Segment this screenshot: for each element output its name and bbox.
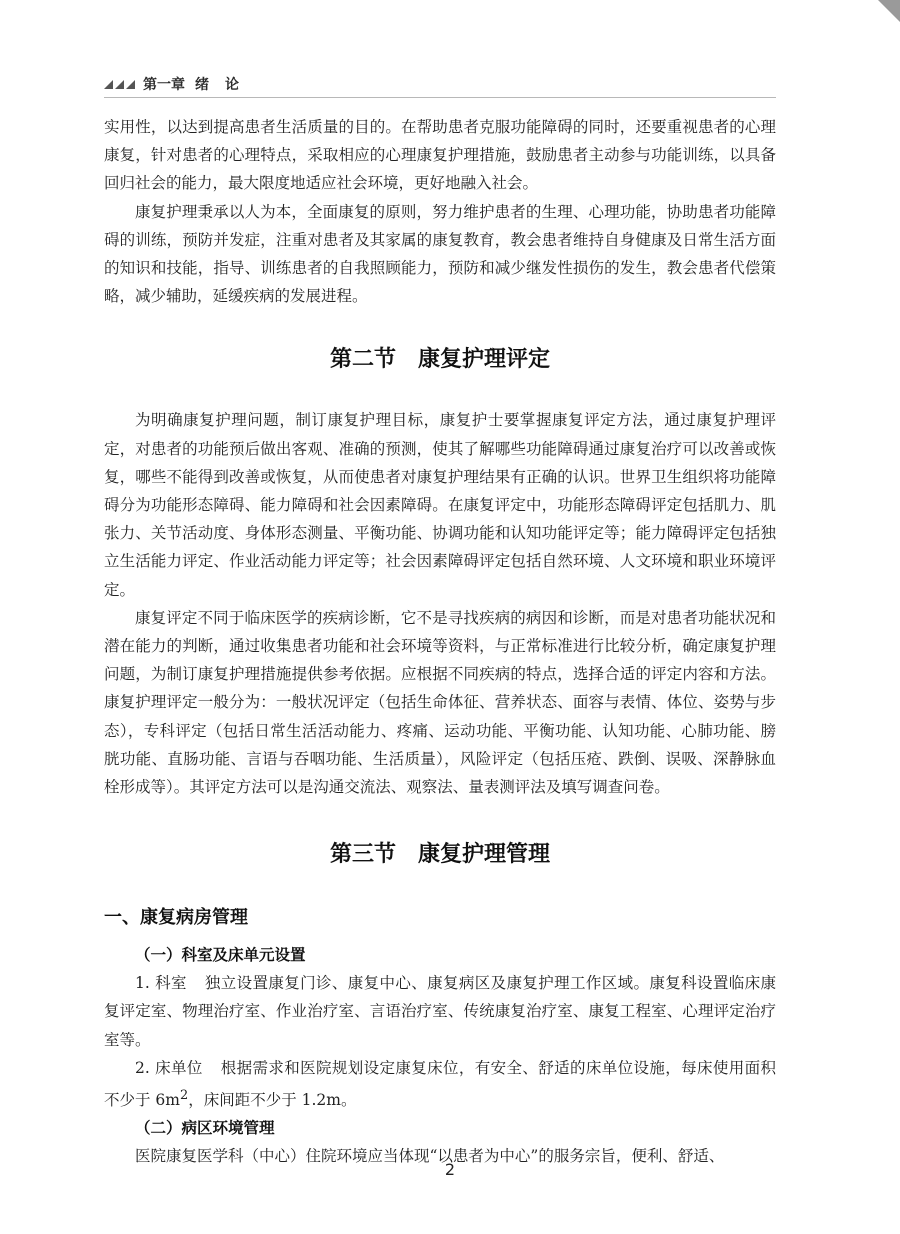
running-header [104,74,255,94]
page-corner-mark [878,0,900,22]
item-term: 2. 床单位 [135,1058,203,1077]
header-chapter-title: 绪论 [195,77,255,93]
triangle-bullets-icon [104,80,137,89]
section-heading-3 [104,837,776,868]
section-heading-2 [104,342,776,373]
paragraph: 康复评定不同于临床医学的疾病诊断，它不是寻找疾病的病因和诊断，而是对患者功能状况和潜在能力的判断，通过收集患者功能和社会环境等资料，与正常标准进行比较分析，确定康复护理问题，为制订康复护理措施提供参考依据。应根据不同疾病的特点，选择合适的评定内容和方法。康复护理评定一般分为：一般状况评定（包括生命体征、营养状态、面容与表情、体位、姿势与步态），专科评定（包括日常生活活动能力、疼痛、运动功能、平衡功能、认知功能、心肺功能、膀胱功能、直肠功能、言语与吞咽功能、生活质量），风险评定（包括压疮、跌倒、误吸、深静脉血栓形成等）。其评定方法可以是沟通交流法、观察法、量表测评法及填写调查问卷。 [104,608,776,797]
header-chapter: 第一章 [143,77,185,93]
section-title: 康复护理评定 [418,347,551,373]
section-title: 康复护理管理 [418,842,551,868]
sub-subsection-heading: （一）科室及床单元设置 [135,946,306,965]
subsection-heading: 一、康复病房管理 [104,907,248,929]
page-number: 2 [444,1160,456,1179]
item-text: 独立设置康复门诊、康复中心、康复病区及康复护理工作区域。康复科设置临床康复评定室、物理治疗室、作业治疗室、言语治疗室、传统康复治疗室、康复工程室、心理评定治疗室等。 [104,974,776,1049]
list-item-paragraph [104,969,776,1054]
list-item-paragraph [104,1054,776,1115]
paragraph-continued: 实用性，以达到提高患者生活质量的目的。在帮助患者克服功能障碍的同时，还要重视患者的心理康复，针对患者的心理特点，采取相应的心理康复护理措施，鼓励患者主动参与功能训练，以具备回归社会的能力，最大限度地适应社会环境，更好地融入社会。 [104,118,776,193]
item-text: 根据需求和医院规划设定康复床位，有安全、舒适的床单位设施，每床使用面积不少于 6m [104,1058,776,1110]
page-content [104,113,776,1171]
section-number: 第三节 [329,842,396,868]
superscript: 2 [180,1088,189,1104]
paragraph: 医院康复医学科（中心）住院环境应当体现“以患者为中心”的服务宗旨，便利、舒适、 [135,1147,725,1166]
paragraph: 康复护理秉承以人为本，全面康复的原则，努力维护患者的生理、心理功能，协助患者功能障碍的训练，预防并发症，注重对患者及其家属的康复教育，教会患者维持自身健康及日常生活方面的知识和技能，指导、训练患者的自我照顾能力，预防和减少继发性损伤的发生，教会患者代偿策略，减少辅助，延缓疾病的发展进程。 [104,202,776,306]
sub-subsection-heading: （二）病区环境管理 [135,1119,275,1138]
item-term: 1. 科室 [135,974,187,993]
section-number: 第二节 [329,347,396,373]
paragraph: 为明确康复护理问题，制订康复护理目标，康复护士要掌握康复评定方法，通过康复护理评定，对患者的功能预后做出客观、准确的预测，使其了解哪些功能障碍通过康复治疗可以改善或恢复，哪些不能得到改善或恢复，从而使患者对康复护理结果有正确的认识。世界卫生组织将功能障碍分为功能形态障碍、能力障碍和社会因素障碍。在康复评定中，功能形态障碍评定包括肌力、肌张力、关节活动度、身体形态测量、平衡功能、协调功能和认知功能评定等；能力障碍评定包括独立生活能力评定、作业活动能力评定等；社会因素障碍评定包括自然环境、人文环境和职业环境评定。 [104,411,776,599]
header-rule [104,97,776,98]
item-text: ，床间距不少于 1.2m。 [188,1091,357,1110]
